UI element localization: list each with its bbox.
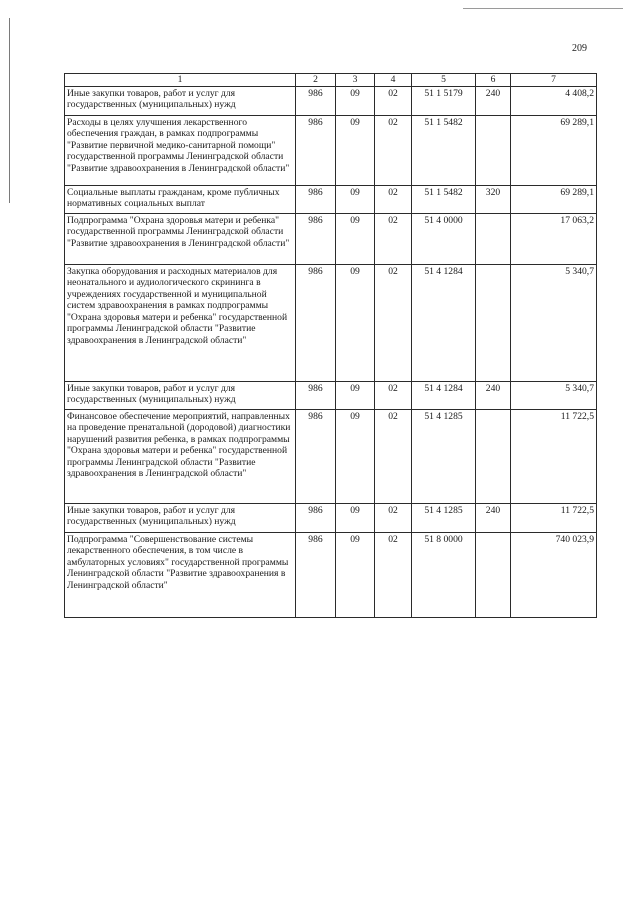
column-header: 7 [511, 74, 597, 87]
page-number: 209 [572, 43, 587, 54]
column-header: 4 [375, 74, 412, 87]
row-amount: 5 340,7 [511, 264, 597, 381]
row-name: Иные закупки товаров, работ и услуг для государственных (муниципальных) нужд [65, 86, 296, 115]
row-ministry-code: 986 [296, 381, 336, 409]
row-amount: 5 340,7 [511, 381, 597, 409]
row-section-code: 09 [336, 115, 375, 185]
column-header: 3 [336, 74, 375, 87]
column-header: 1 [65, 74, 296, 87]
row-amount: 4 408,2 [511, 86, 597, 115]
row-target-code: 51 4 1285 [412, 503, 476, 532]
row-target-code: 51 4 1285 [412, 409, 476, 503]
row-subsection-code: 02 [375, 213, 412, 264]
table-row [65, 213, 597, 264]
row-subsection-code: 02 [375, 381, 412, 409]
row-amount: 740 023,9 [511, 532, 597, 617]
row-section-code: 09 [336, 213, 375, 264]
row-name: Социальные выплаты гражданам, кроме публичных нормативных социальных выплат [65, 185, 296, 213]
row-name: Подпрограмма "Охрана здоровья матери и ребенка" государственной программы Ленинградской области "Развитие здравоохранения в Ленинградской области" [65, 213, 296, 264]
row-section-code: 09 [336, 381, 375, 409]
scan-edge-line [9, 18, 10, 203]
table-row [65, 532, 597, 617]
row-ministry-code: 986 [296, 86, 336, 115]
row-subsection-code: 02 [375, 503, 412, 532]
table-row [65, 409, 597, 503]
row-amount: 11 722,5 [511, 409, 597, 503]
column-header: 6 [476, 74, 511, 87]
row-name: Иные закупки товаров, работ и услуг для государственных (муниципальных) нужд [65, 381, 296, 409]
table-row [65, 264, 597, 381]
table-row [65, 381, 597, 409]
row-section-code: 09 [336, 532, 375, 617]
row-amount: 69 289,1 [511, 115, 597, 185]
table-row [65, 86, 597, 115]
row-subsection-code: 02 [375, 185, 412, 213]
row-section-code: 09 [336, 185, 375, 213]
row-ministry-code: 986 [296, 115, 336, 185]
table-row [65, 115, 597, 185]
row-amount: 69 289,1 [511, 185, 597, 213]
row-name: Подпрограмма "Совершенствование системы лекарственного обеспечения, в том числе в амбулаторных условиях" государственной программы Ленинградской области "Развитие здравоохранения в Ленинградской области" [65, 532, 296, 617]
row-subsection-code: 02 [375, 264, 412, 381]
row-subsection-code: 02 [375, 86, 412, 115]
row-expense-type: 240 [476, 86, 511, 115]
row-ministry-code: 986 [296, 409, 336, 503]
column-header: 2 [296, 74, 336, 87]
row-expense-type [476, 532, 511, 617]
row-target-code: 51 1 5482 [412, 115, 476, 185]
row-section-code: 09 [336, 86, 375, 115]
row-expense-type [476, 213, 511, 264]
row-section-code: 09 [336, 409, 375, 503]
row-expense-type: 240 [476, 503, 511, 532]
row-ministry-code: 986 [296, 213, 336, 264]
row-expense-type [476, 115, 511, 185]
row-ministry-code: 986 [296, 503, 336, 532]
row-subsection-code: 02 [375, 409, 412, 503]
row-ministry-code: 986 [296, 264, 336, 381]
row-target-code: 51 4 0000 [412, 213, 476, 264]
table-row [65, 185, 597, 213]
column-header: 5 [412, 74, 476, 87]
table-header-row [65, 74, 597, 87]
scan-top-line [463, 8, 623, 9]
row-section-code: 09 [336, 503, 375, 532]
row-target-code: 51 4 1284 [412, 264, 476, 381]
row-target-code: 51 4 1284 [412, 381, 476, 409]
row-expense-type [476, 409, 511, 503]
row-amount: 17 063,2 [511, 213, 597, 264]
row-name: Финансовое обеспечение мероприятий, направленных на проведение пренатальной (дородовой) диагностики нарушений развития ребенка, в рамках подпрограммы "Охрана здоровья матери и ребенка" государственной программы Ленинградской области "Развитие здравоохранения в Ленинградской области" [65, 409, 296, 503]
row-name: Иные закупки товаров, работ и услуг для государственных (муниципальных) нужд [65, 503, 296, 532]
row-expense-type: 320 [476, 185, 511, 213]
row-name: Расходы в целях улучшения лекарственного обеспечения граждан, в рамках подпрограммы "Развитие первичной медико-санитарной помощи" государственной программы Ленинградской области "Развитие здравоохранения в Ленинградской области" [65, 115, 296, 185]
budget-table [64, 73, 597, 618]
row-section-code: 09 [336, 264, 375, 381]
table-row [65, 503, 597, 532]
row-target-code: 51 1 5482 [412, 185, 476, 213]
row-expense-type [476, 264, 511, 381]
row-target-code: 51 8 0000 [412, 532, 476, 617]
row-subsection-code: 02 [375, 115, 412, 185]
row-target-code: 51 1 5179 [412, 86, 476, 115]
row-amount: 11 722,5 [511, 503, 597, 532]
row-subsection-code: 02 [375, 532, 412, 617]
row-ministry-code: 986 [296, 532, 336, 617]
row-ministry-code: 986 [296, 185, 336, 213]
row-expense-type: 240 [476, 381, 511, 409]
row-name: Закупка оборудования и расходных материалов для неонатального и аудиологического скрининга в учреждениях государственной и муниципальной систем здравоохранения в рамках подпрограммы "Охрана здоровья матери и ребенка" государственной программы Ленинградской области "Развитие здравоохранения в Ленинградской области" [65, 264, 296, 381]
